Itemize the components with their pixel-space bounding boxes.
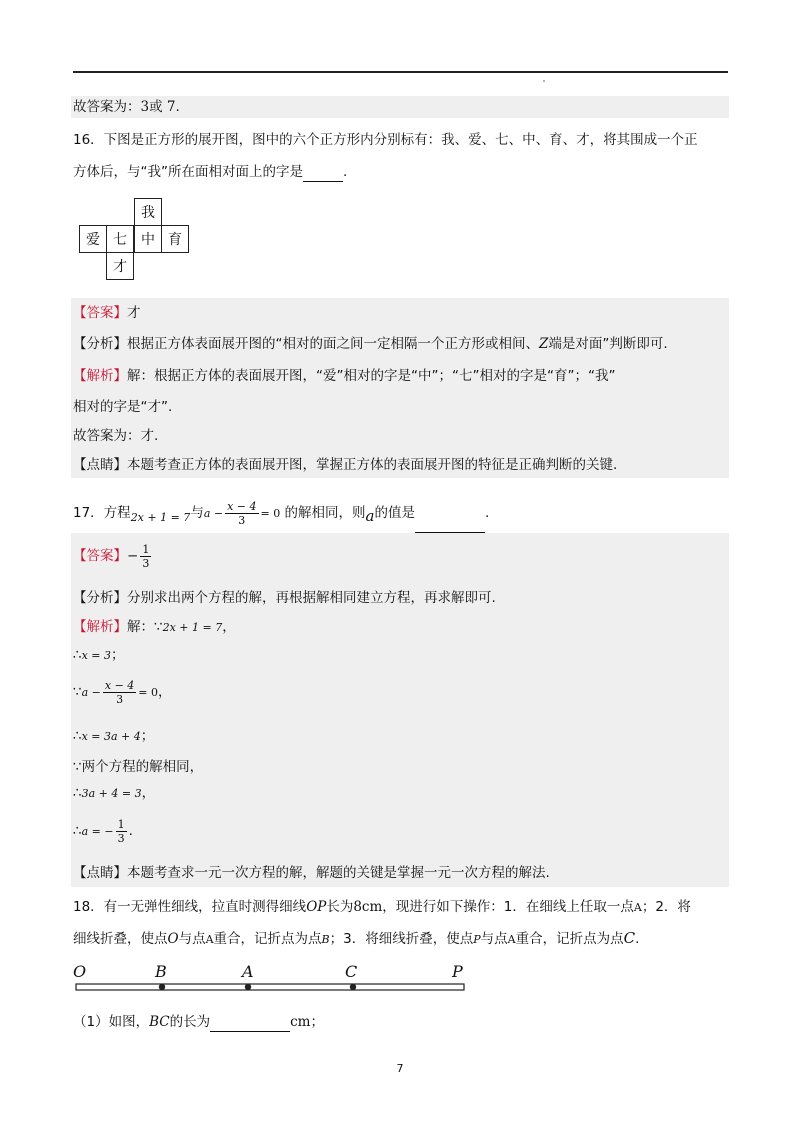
point-p: P <box>473 933 481 946</box>
q17-step-7 <box>73 814 133 849</box>
answer-sign: − <box>127 548 139 564</box>
analysis-text-end: 端是对面”判断即可. <box>548 336 668 352</box>
step-equation-a: a = − <box>81 825 114 838</box>
net-cell-bottom: 才 <box>106 252 134 280</box>
q17-prefix: 17．方程 <box>73 505 131 521</box>
therefore-symbol: ∴ <box>73 728 82 744</box>
step-equation-rest: = 0 <box>138 686 159 699</box>
q17-with: 与 <box>190 505 204 521</box>
q17-step-2 <box>73 645 125 666</box>
point-a-dot <box>245 984 251 990</box>
q18-text: 长为 <box>326 899 354 915</box>
answer-text: 才 <box>127 305 141 321</box>
answer-value-2: 7 <box>166 99 176 115</box>
comment-text: 本题考查求一元一次方程的解，解题的关键是掌握一元一次方程的解法. <box>127 865 550 881</box>
solution-text: 解：根据正方体的表面展开图，“爱”相对的字是“中”；“七”相对的字是“育”；“我” <box>127 368 616 384</box>
step-fraction <box>116 818 127 845</box>
q18-text: （1）如图， <box>73 1014 150 1030</box>
label-o: O <box>73 962 87 981</box>
variable-a: a <box>365 507 375 525</box>
q16-answer <box>73 303 141 323</box>
q16-line-1: 16．下图是正方形的展开图，图中的六个正方形内分别标有：我、爱、七、中、育、才，将其围成一个正 <box>73 132 698 148</box>
header-dot <box>543 80 545 82</box>
q16-comment <box>73 455 617 475</box>
q18-line-1 <box>73 897 691 918</box>
net-cell-3: 中 <box>134 225 162 253</box>
q18-text: 细线折叠，使点 <box>73 931 168 947</box>
header-rule <box>73 71 728 73</box>
q18-text: 与点 <box>178 931 206 947</box>
equation-2-rest: = 0 <box>260 507 281 520</box>
step-end: ， <box>158 684 172 700</box>
point-a: A <box>633 901 642 914</box>
string-line <box>70 980 470 996</box>
period: . <box>635 931 640 947</box>
period: . <box>484 505 490 521</box>
comment-tag: 【点睛】 <box>73 457 127 473</box>
q17-step-5: ∵两个方程的解相同， <box>73 759 204 775</box>
answer-or: 或 <box>149 99 163 115</box>
net-cell-4: 育 <box>161 225 189 253</box>
label-c: C <box>345 962 358 981</box>
step-equation: 3a + 4 = 3 <box>81 787 142 800</box>
q18-text-end: ； <box>310 1014 324 1030</box>
analysis-text: 根据正方体表面展开图的“相对的面之间一定相隔一个正方形或相间、 <box>127 336 539 352</box>
point-a: A <box>507 933 516 946</box>
segment-op: OP <box>306 899 327 915</box>
step-end: ， <box>141 785 156 801</box>
step-end: ； <box>111 647 125 663</box>
step-equation: x = 3a + 4 <box>81 730 141 743</box>
fraction-denominator: 3 <box>117 831 125 845</box>
q17-analysis <box>73 588 496 608</box>
q18-sub-1 <box>73 1012 324 1032</box>
fraction-numerator: x − 4 <box>227 499 257 513</box>
q17-step-3 <box>73 676 172 709</box>
q16-text: 方体后，与“我”所在面相对面上的字是 <box>73 164 303 180</box>
step-end: ， <box>222 619 236 635</box>
unit-cm: cm <box>290 1014 311 1030</box>
answer-fraction <box>140 543 151 570</box>
q18-text: ，现进行如下操作：1．在细线上任取一点 <box>382 899 634 915</box>
variable-z: Z <box>539 336 549 352</box>
comment-text: 本题考查正方体的表面展开图，掌握正方体的表面展开图的特征是正确判断的关键. <box>127 457 618 473</box>
segment-bc: BC <box>149 1014 170 1030</box>
fraction-numerator: 1 <box>142 542 150 556</box>
q17-suffix: 的值是 <box>374 505 415 521</box>
step-equation: 2x + 1 = 7 <box>162 621 223 634</box>
q18-text: 与点 <box>480 931 508 947</box>
solution-tag: 【解析】 <box>73 619 127 635</box>
step-end: ； <box>140 728 155 744</box>
q17-comment <box>73 863 550 883</box>
answer-blank[interactable] <box>210 1017 290 1032</box>
answer-prefix: 故答案为： <box>73 99 141 115</box>
point-b: B <box>321 933 330 946</box>
q18-text: 重合，记折点为点 <box>213 931 322 947</box>
analysis-tag: 【分析】 <box>73 590 127 606</box>
step-end: . <box>128 823 133 839</box>
q16-line-2 <box>73 162 347 182</box>
q18-text: 的长为 <box>169 1014 211 1030</box>
equation-1: 2x + 1 = 7 <box>130 511 191 524</box>
q16-solution-2: 相对的字是“才”. <box>73 399 173 415</box>
q18-text: 重合，记折点为点 <box>515 931 624 947</box>
fraction-denominator: 3 <box>116 692 124 706</box>
q18-text: ；2．将 <box>641 899 691 915</box>
answer-value-1: 3 <box>140 99 150 115</box>
answer-tag: 【答案】 <box>73 305 127 321</box>
q17-question <box>73 498 489 533</box>
therefore-symbol: ∴ <box>73 647 82 663</box>
step-text: 解：∵ <box>127 619 163 635</box>
answer-blank[interactable] <box>415 518 485 533</box>
equation-2-fraction <box>225 500 258 527</box>
net-cell-1: 爱 <box>79 225 107 253</box>
fraction-denominator: 3 <box>238 513 246 527</box>
q18-line-2 <box>73 928 639 950</box>
solution-tag: 【解析】 <box>73 368 127 384</box>
q17-step-6 <box>73 783 155 804</box>
q17-mid: 的解相同，则 <box>284 505 366 521</box>
fraction-numerator: x − 4 <box>104 678 135 692</box>
period: . <box>343 164 348 180</box>
therefore-symbol: ∴ <box>73 785 82 801</box>
analysis-text: 分别求出两个方程的解，再根据解相同建立方程，再求解即可. <box>127 590 496 606</box>
because-symbol: ∵ <box>73 684 82 700</box>
q18-text: 18．有一无弹性细线，拉直时测得细线 <box>73 899 307 915</box>
page-number: 7 <box>396 1062 404 1075</box>
label-p: P <box>452 962 463 981</box>
point-a: A <box>205 933 214 946</box>
answer-tag: 【答案】 <box>73 548 127 564</box>
answer-blank[interactable] <box>303 167 343 182</box>
q17-step-1 <box>73 617 236 638</box>
step-fraction <box>103 679 136 706</box>
equation-2-a: a − <box>203 507 224 520</box>
step-equation: x = 3 <box>81 649 112 662</box>
fraction-numerator: 1 <box>117 817 125 831</box>
net-cell-top: 我 <box>134 198 162 226</box>
q16-final: 故答案为：才. <box>73 428 159 444</box>
label-a: A <box>242 962 254 981</box>
point-o: O <box>167 931 179 947</box>
length-value: 8cm <box>353 899 383 915</box>
q18-text: ；3．将细线折叠，使点 <box>329 931 474 947</box>
point-b-dot <box>159 984 165 990</box>
fraction-denominator: 3 <box>142 556 150 570</box>
point-c-dot <box>350 984 356 990</box>
q17-solution-shade <box>71 533 729 887</box>
label-b: B <box>155 962 167 981</box>
step-equation-a: a − <box>81 686 101 699</box>
q17-step-4 <box>73 726 154 747</box>
q16-solution-shade <box>71 298 729 478</box>
point-c: C <box>623 929 636 947</box>
string-rod <box>76 984 464 990</box>
therefore-symbol: ∴ <box>73 823 82 839</box>
comment-tag: 【点睛】 <box>73 865 127 881</box>
q16-solution-1 <box>73 366 615 386</box>
q17-answer <box>73 540 153 572</box>
prev-answer-line <box>73 97 180 117</box>
period: . <box>175 99 180 115</box>
q16-analysis <box>73 334 668 354</box>
analysis-tag: 【分析】 <box>73 336 127 352</box>
net-cell-2: 七 <box>106 225 134 253</box>
